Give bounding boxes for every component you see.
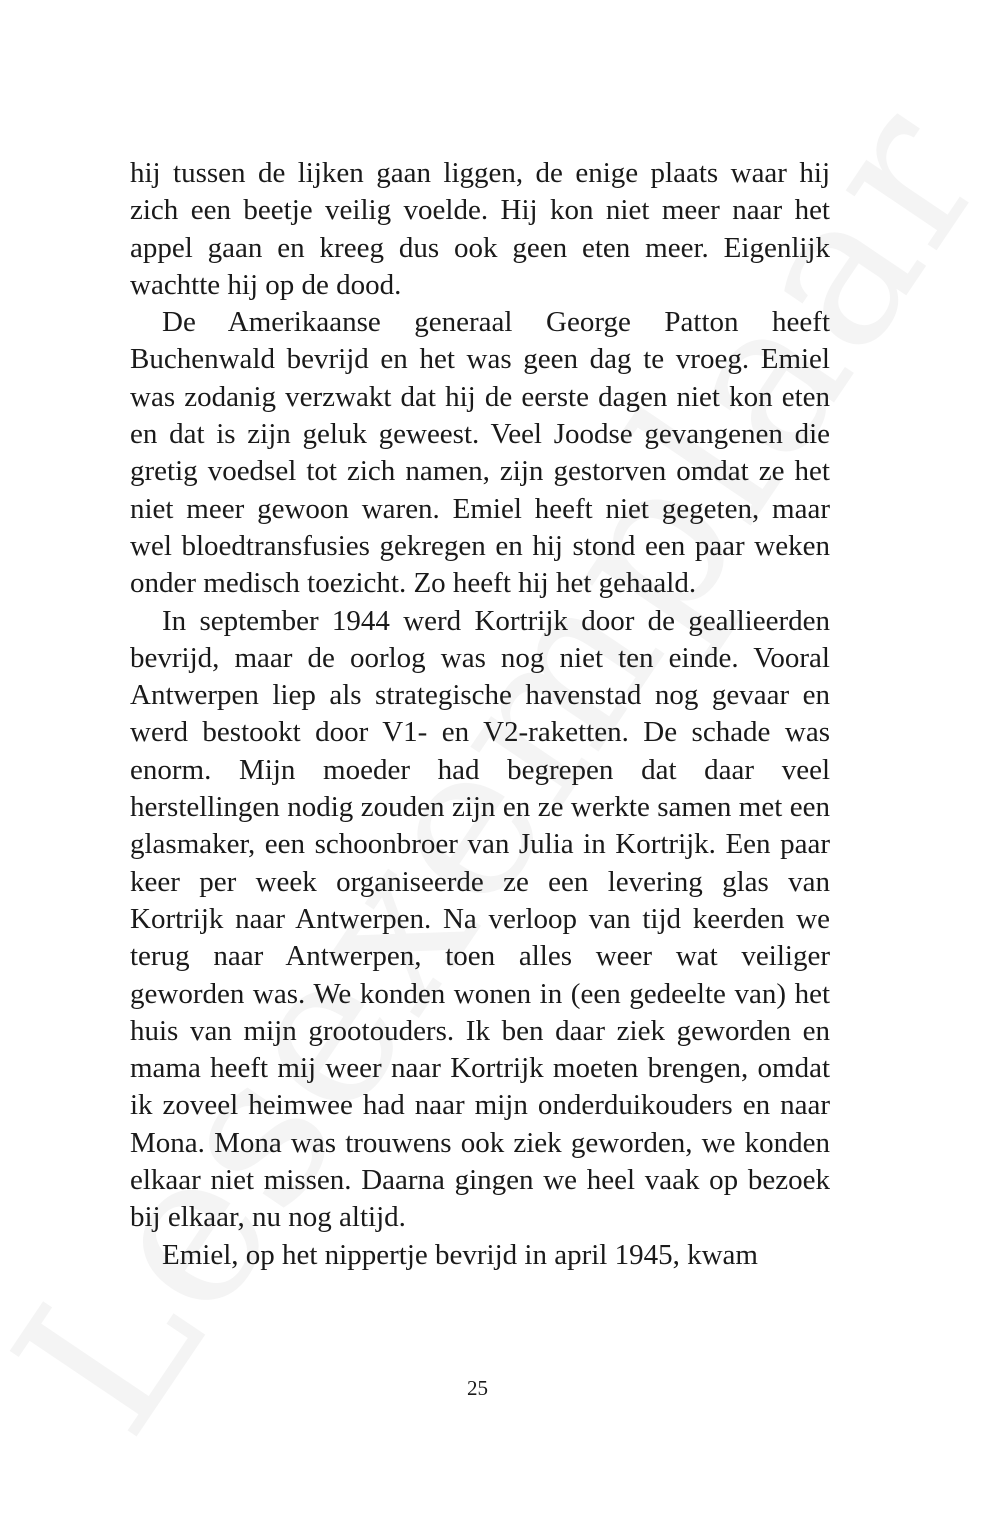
paragraph-4: Emiel, op het nippertje bevrijd in april 1945, kwam bbox=[162, 1238, 758, 1271]
paragraph-3: In september 1944 werd Kortrijk door de geallieerden bevrijd, maar de oorlog was nog niet ten einde. Vooral Antwerpen liep als strategische havenstad nog gevaar en werd bestookt door V1- en V2-raketten. De schade was enorm. Mijn moeder had begrepen dat daar veel herstellingen nodig zouden zijn en ze werkte samen met een glasmaker, een schoonbroer van Julia in Kortrijk. Een paar keer per week organiseerde ze een levering glas van Kortrijk naar Antwerpen. Na verloop van tijd keerden we terug naar Antwerpen, toen alles weer wat veiliger geworden was. We konden wonen in (een gedeelte van) het huis van mijn grootouders. Ik ben daar ziek geworden en mama heeft mij weer naar Kortrijk moeten brengen, omdat ik zoveel heimwee had naar mijn onderduikouders en naar Mona. Mona was trouwens ook ziek geworden, we konden elkaar niet missen. Daarna gingen we heel vaak op bezoek bij elkaar, nu nog altijd. bbox=[130, 604, 830, 1234]
paragraph-2: De Amerikaanse generaal George Patton heeft Buchenwald bevrijd en het was geen dag te vroeg. Emiel was zodanig verzwakt dat hij de eerste dagen niet kon eten en dat is zijn geluk geweest. Veel Joodse gevangenen die gretig voedsel tot zich namen, zijn gestorven omdat ze het niet meer gewoon waren. Emiel heeft niet gegeten, maar wel bloedtransfusies gekregen en hij stond een paar weken onder medisch toezicht. Zo heeft hij het gehaald. bbox=[130, 306, 830, 600]
page-number: 25 bbox=[467, 1376, 488, 1400]
body-text bbox=[130, 155, 830, 1274]
paragraph-1: hij tussen de lijken gaan liggen, de enige plaats waar hij zich een beetje veilig voelde. Hij kon niet meer naar het appel gaan en kreeg dus ook geen eten meer. Eigenlijk wachtte hij op de dood. bbox=[130, 157, 830, 301]
